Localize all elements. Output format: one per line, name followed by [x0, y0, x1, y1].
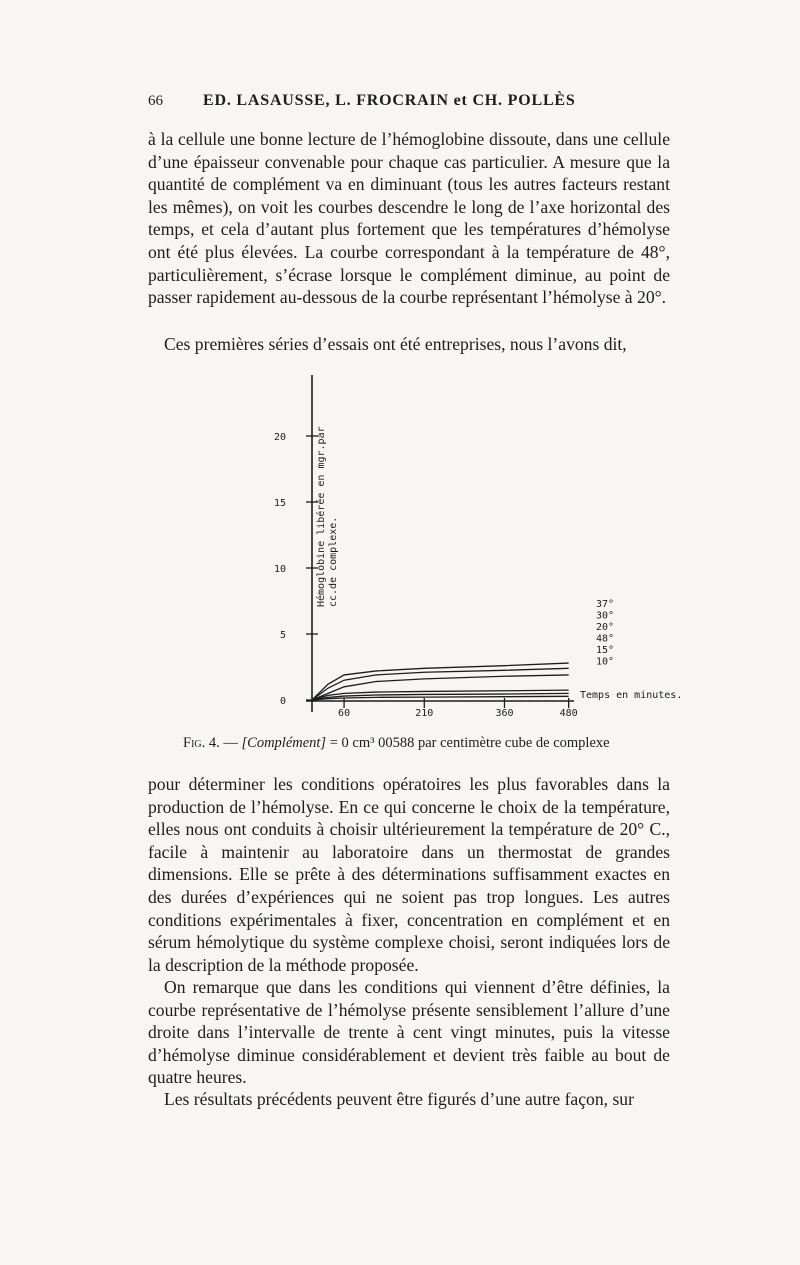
y-axis-label-line1: Hémoglobine libérée en mgr.par [316, 426, 327, 607]
hemolysis-chart [260, 375, 680, 730]
x-tick-label: 210 [415, 708, 434, 719]
paragraph-conditions: pour déterminer les conditions opératoires les plus favorables dans la production de l’hémolyse. En ce qui concerne le choix de la température, elles nous ont conduits à choisir ultérieurement la température de 20° C., facile à maintenir au laboratoire dans un thermostat de grandes dimensions. Elle se prête à des déterminations suffisamment exactes en des durées d’expériences qui ne soient pas trop longues. Les autres conditions expérimentales à fixer, concentration en complément et en sérum hémolytique du système complexe choisi, seront indiquées lors de la description de la méthode proposée. [148, 774, 670, 975]
figure-4 [260, 375, 680, 730]
paragraph-remark: On remarque que dans les conditions qui viennent d’être définies, la courbe représentative de l’hémolyse présente sensiblement l’allure d’une droite dans l’intervalle de trente à cent vingt minutes, puis la vitesse d’hémolyse diminue considérablement et devient très faible au bout de quatre heures. [148, 977, 670, 1088]
caption-text: = 0 cm³ 00588 par centimètre cube de complexe [326, 735, 610, 751]
y-tick-label: 0 [279, 696, 286, 707]
x-tick-label: 60 [338, 708, 351, 719]
y-tick-label: 20 [273, 432, 286, 443]
legend-label: 10° [596, 656, 615, 668]
x-tick-label: 360 [495, 708, 514, 719]
figure-caption [183, 734, 703, 752]
y-tick-label: 10 [273, 564, 286, 575]
paragraph-series: Ces premières séries d’essais ont été entreprises, nous l’avons dit, [164, 334, 627, 354]
legend-label: 37° [596, 599, 615, 610]
legend-label: 30° [596, 610, 615, 622]
figure-label: Fig. 4. [183, 735, 220, 751]
caption-dash: — [219, 735, 242, 751]
y-axis-label [315, 426, 339, 607]
paragraph-continuation: à la cellule une bonne lecture de l’hémoglobine dissoute, dans une cellule d’une épaisseur convenable pour chaque cas particulier. A mesure que la quantité de complément va en diminuant (tous les autres facteurs restant les mêmes), on voit les courbes descendre le long de l’axe horizontal des temps, et cela d’autant plus fortement que les températures d’hémolyse ont été plus élevées. La courbe correspondant à la température de 48°, particulièrement, s’écrase lorsque le complément diminue, au point de passer rapidement au-dessous de la courbe représentant l’hémolyse à 20°. [148, 129, 670, 308]
y-axis-label-line2: cc.de complexe. [328, 516, 339, 607]
series-line [312, 696, 569, 700]
legend-label: 15° [596, 645, 615, 656]
paragraph-results: Les résultats précédents peuvent être figurés d’une autre façon, sur [164, 1089, 634, 1109]
page-number: 66 [148, 93, 163, 109]
caption-complement: [Complément] [241, 735, 327, 751]
legend-label: 48° [596, 633, 615, 645]
y-tick-label: 15 [273, 498, 286, 509]
running-header-authors: ED. LASAUSSE, L. FROCRAIN et CH. POLLÈS [203, 92, 576, 109]
y-tick-label: 5 [279, 630, 286, 641]
x-tick-label: 480 [559, 708, 578, 719]
x-axis-label: Temps en minutes. [580, 690, 680, 701]
legend-label: 20° [596, 622, 615, 633]
